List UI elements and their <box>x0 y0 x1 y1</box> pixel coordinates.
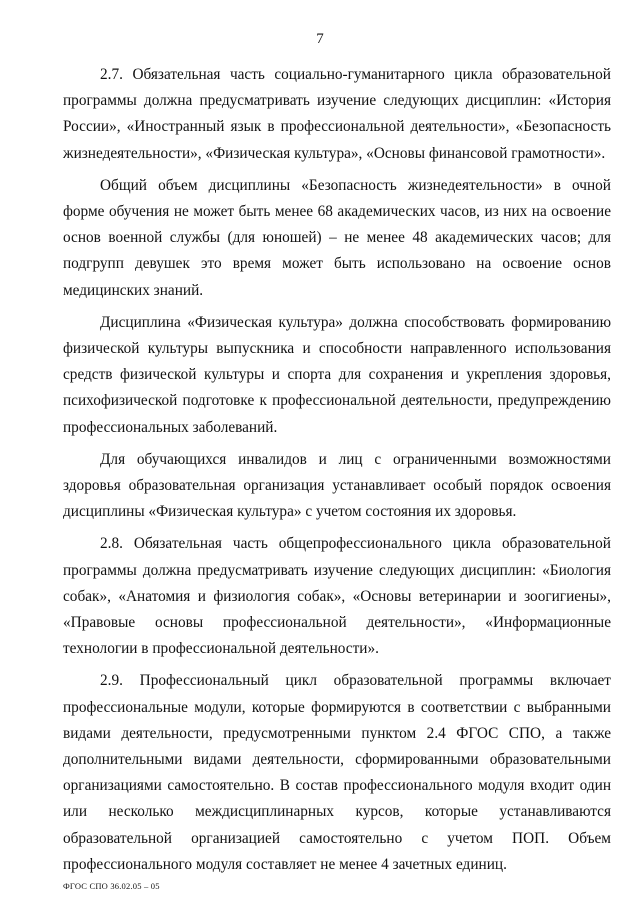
paragraph-2-8: 2.8. Обязательная часть общепрофессионального цикла образовательной программы должна предусматривать изучение следующих дисциплин: «Биология собак», «Анатомия и физиология собак», «Основы ветеринарии и зоогигиены», «Правовые основы профессиональной деятельности», «Информационные технологии в профессиональной деятельности». <box>63 535 611 658</box>
paragraph-physical-culture: Дисциплина «Физическая культура» должна способствовать формированию физической культуры выпускника и способности направленного использования средств физической культуры и спорта для сохранения и укрепления здоровья, психофизической подготовке к профессиональной деятельности, предупреждению профессиональных заболеваний. <box>63 313 611 436</box>
paragraph-disabled-students: Для обучающихся инвалидов и лиц с ограниченными возможностями здоровья образовательная организация устанавливает особый порядок освоения дисциплины «Физическая культура» с учетом состояния их здоровья. <box>63 450 611 521</box>
footer-code: ФГОС СПО 36.02.05 – 05 <box>63 881 160 891</box>
paragraph-2-7: 2.7. Обязательная часть социально-гуманитарного цикла образовательной программы должна предусматривать изучение следующих дисциплин: «История России», «Иностранный язык в профессиональной деятельности», «Безопасность жизнедеятельности», «Физическая культура», «Основы финансовой грамотности». <box>63 66 611 162</box>
paragraph-2-9: 2.9. Профессиональный цикл образовательной программы включает профессиональные модули, которые формируются в соответствии с выбранными видами деятельности, предусмотренными пунктом 2.4 ФГОС СПО, а также дополнительными видами деятельности, сформированными образовательными организациями самостоятельно. В состав профессионального модуля входит один или несколько междисциплинарных курсов, которые устанавливаются образовательной организацией самостоятельно с учетом ПОП. Объем профессионального модуля составляет не менее 4 зачетных единиц. <box>63 672 611 873</box>
paragraph-safety-volume: Общий объем дисциплины «Безопасность жизнедеятельности» в очной форме обучения не может быть менее 68 академических часов, из них на освоение основ военной службы (для юношей) – не менее 48 академических часов; для подгрупп девушек это время может быть использовано на освоение основ медицинских знаний. <box>63 176 611 299</box>
document-body <box>63 62 611 884</box>
page-number: 7 <box>316 31 324 47</box>
